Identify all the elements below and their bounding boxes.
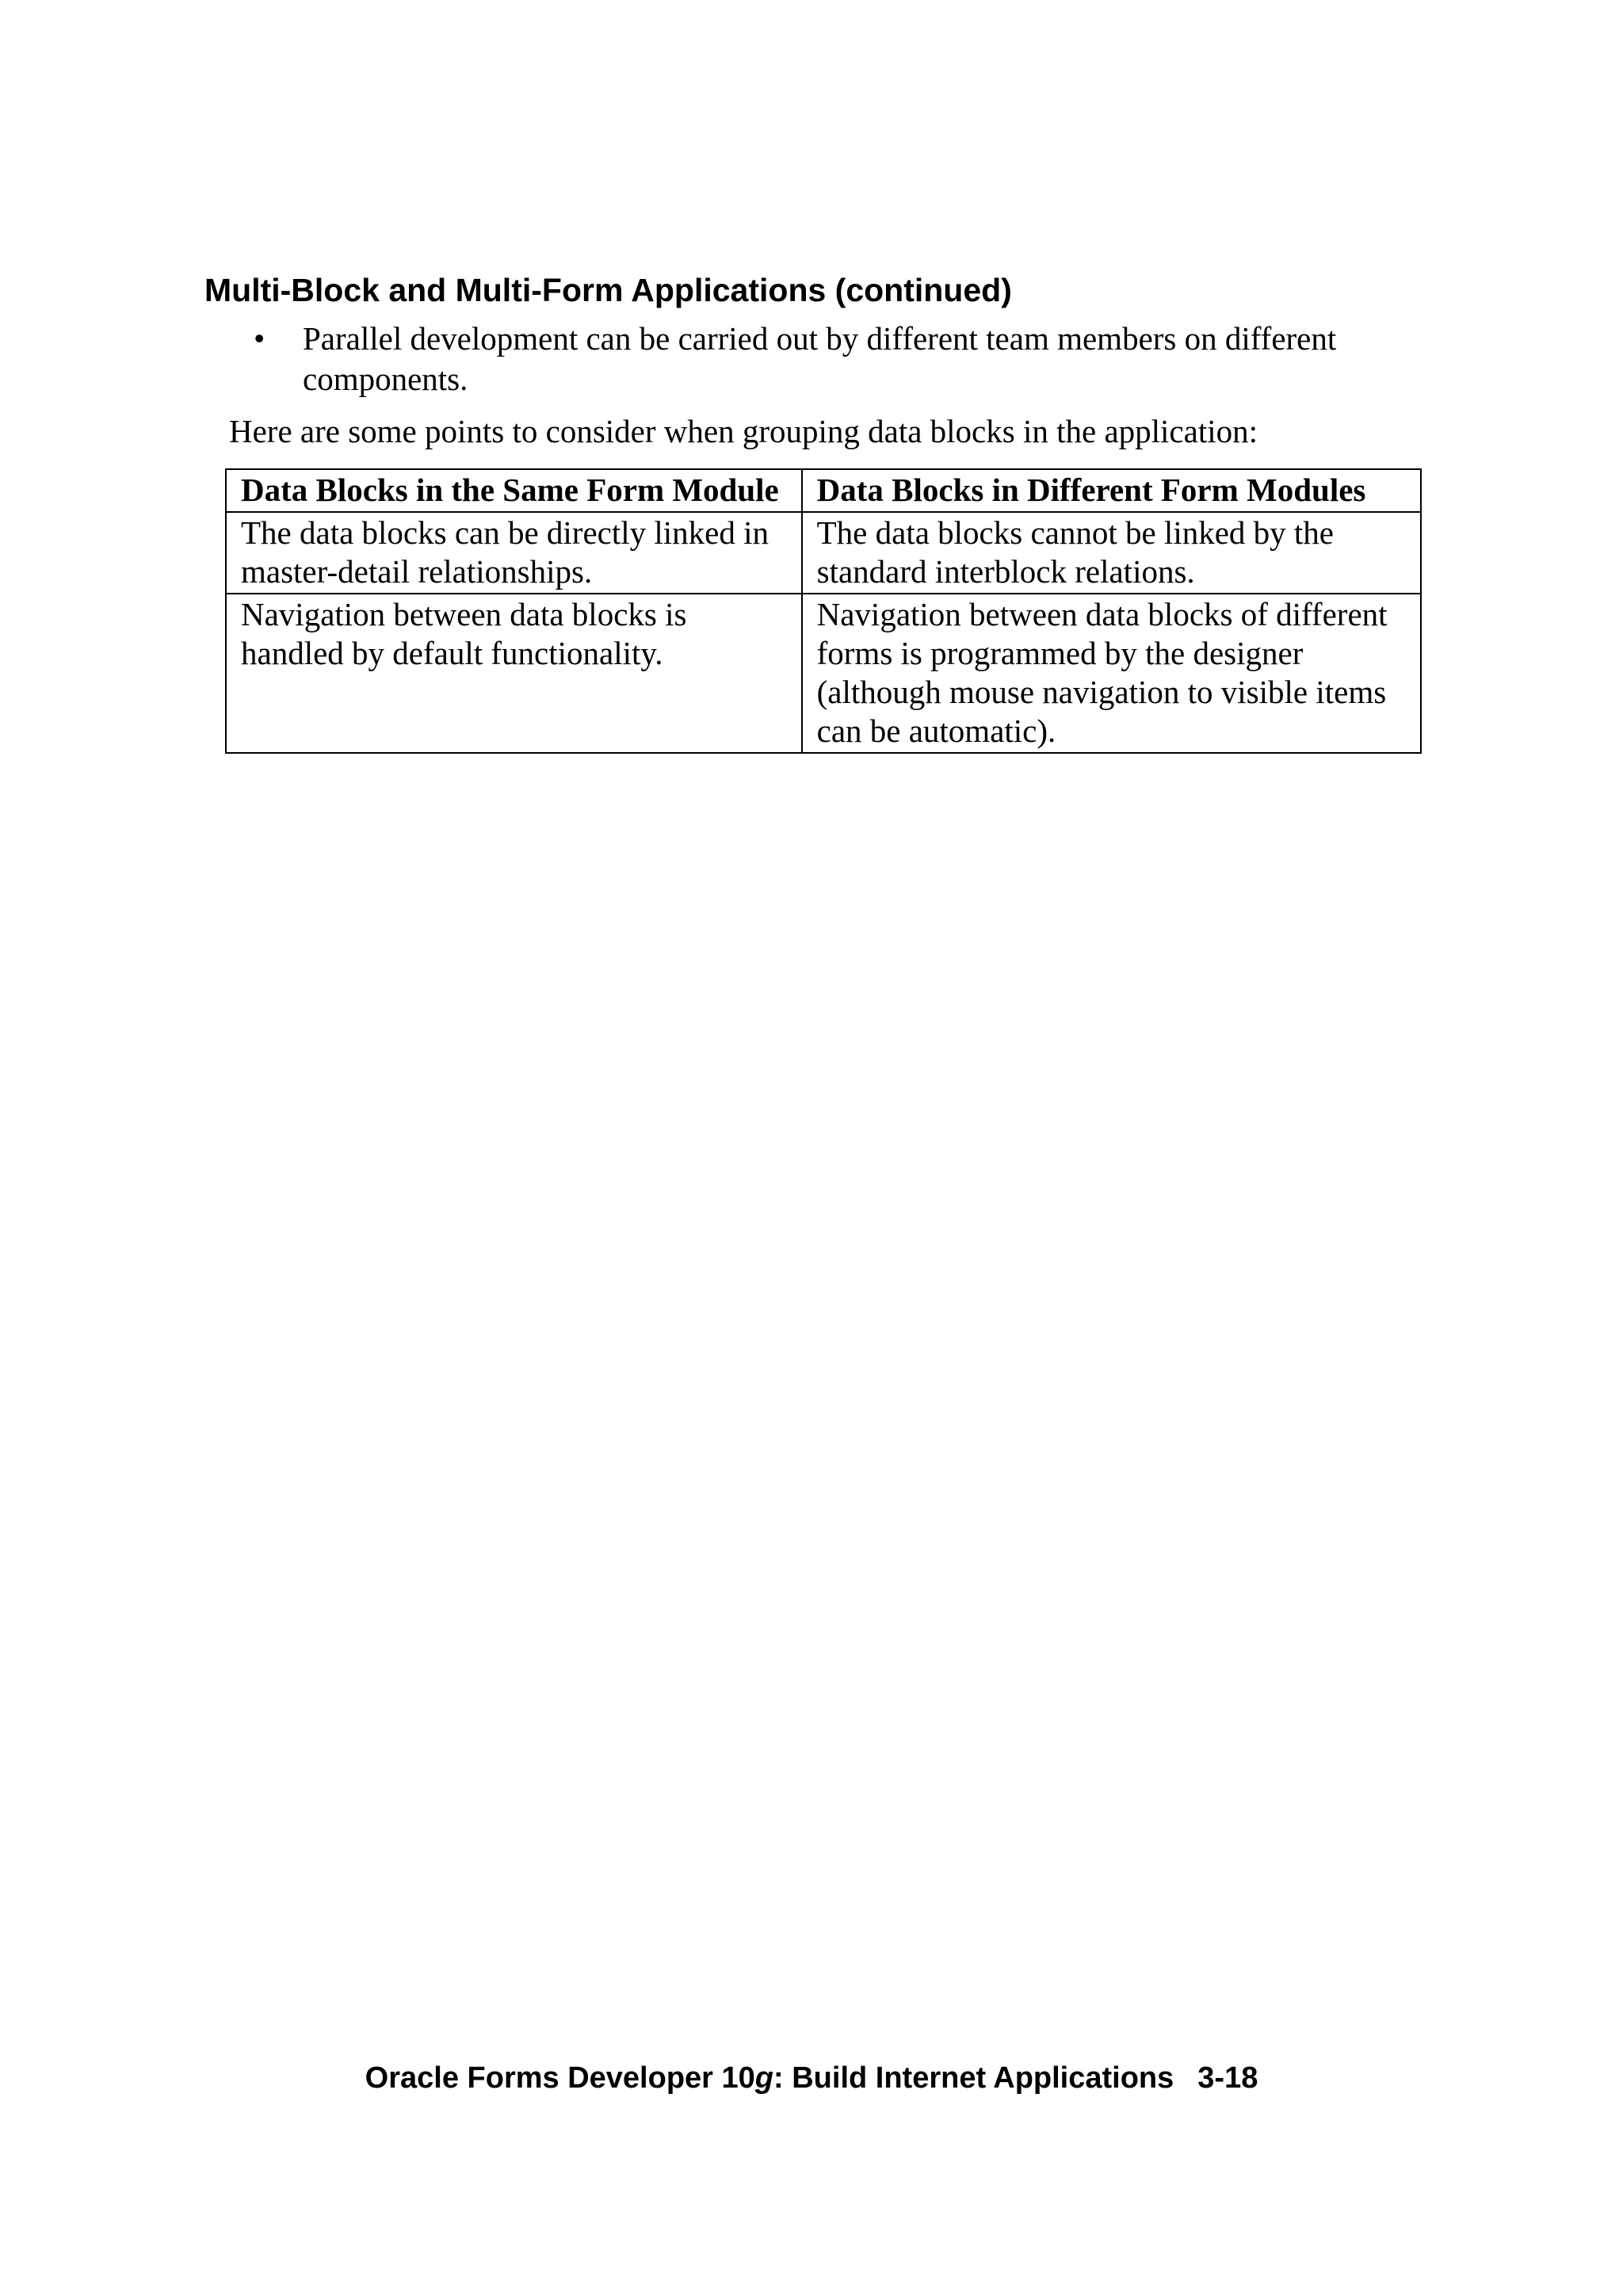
table-cell: The data blocks can be directly linked in master-detail relationships. (226, 512, 802, 594)
column-header-different-forms: Data Blocks in Different Form Modules (802, 469, 1421, 512)
column-header-same-form: Data Blocks in the Same Form Module (226, 469, 802, 512)
table-header-row (226, 469, 1421, 512)
table-cell: Navigation between data blocks of different forms is programmed by the designer (although mouse navigation to visible items can be automatic). (802, 594, 1421, 753)
table-row (226, 594, 1421, 753)
intro-paragraph: Here are some points to consider when grouping data blocks in the application: (229, 413, 1258, 449)
section-heading: Multi-Block and Multi-Form Applications (continued) (204, 272, 1012, 308)
footer-title-start: Oracle Forms Developer 10 (365, 2061, 755, 2095)
table-cell: Navigation between data blocks is handled by default functionality. (226, 594, 802, 753)
bullet-text: Parallel development can be carried out by different team members on different components. (303, 320, 1337, 397)
table-row (226, 512, 1421, 594)
page-number: 3-18 (1197, 2061, 1258, 2095)
bullet-list (246, 319, 1434, 399)
footer-title-italic: g (754, 2061, 774, 2095)
bullet-item (246, 319, 1434, 399)
table-cell: The data blocks cannot be linked by the standard interblock relations. (802, 512, 1421, 594)
comparison-table (225, 468, 1422, 754)
bullet-icon: • (254, 320, 265, 357)
footer-title-end: : Build Internet Applications (773, 2061, 1174, 2095)
page-footer (0, 2057, 1623, 2099)
